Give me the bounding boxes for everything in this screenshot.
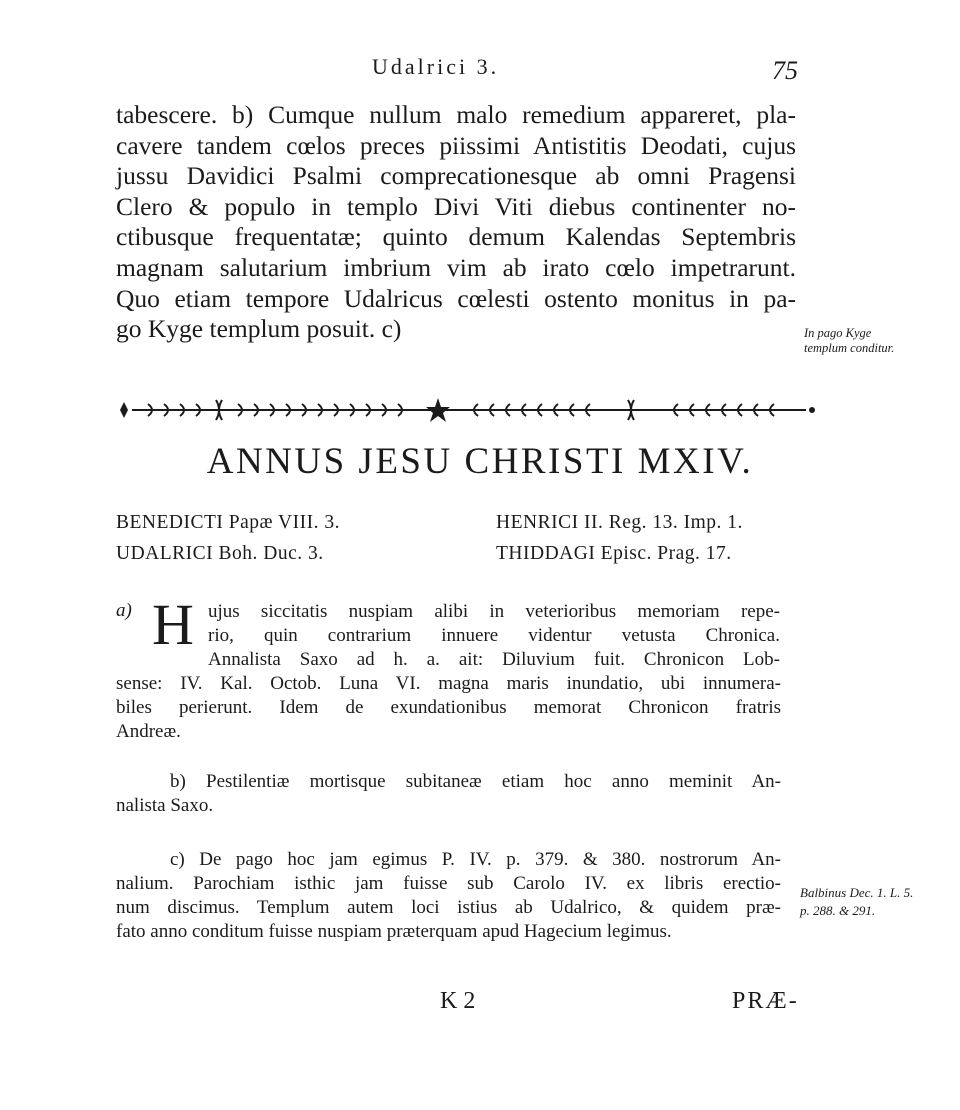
running-head: Udalrici 3. bbox=[372, 54, 500, 79]
note-a-line-2: rio, quin contrarium innuere videntur vetusta Chronica. bbox=[208, 625, 780, 646]
note-a-line-5: biles perierunt. Idem de exundationibus memorat Chronicon fratris bbox=[116, 697, 781, 718]
note-a-line-6: Andreæ. bbox=[116, 721, 181, 742]
ornament-rule-icon bbox=[118, 392, 818, 428]
regnal-left-2: UDALRICI Boh. Duc. 3. bbox=[116, 543, 324, 564]
regnal-right-1: HENRICI II. Reg. 13. Imp. 1. bbox=[496, 512, 743, 533]
main-line-4: Clero & populo in templo Divi Viti diebus continenter no- bbox=[116, 191, 796, 221]
note-c-line-1: c) De pago hoc jam egimus P. IV. p. 379. & 380. nostrorum An- bbox=[170, 849, 781, 870]
main-line-3: jussu Davidici Psalmi comprecationesque ab omni Pragensi bbox=[116, 161, 796, 191]
main-paragraph bbox=[116, 100, 796, 345]
main-line-2: cavere tandem cœlos preces piissimi Antistitis Deodati, cujus bbox=[116, 130, 796, 160]
main-line-6: magnam salutarium imbrium vim ab irato cœlo impetrarunt. bbox=[116, 252, 796, 282]
note-a-line-4: sense: IV. Kal. Octob. Luna VI. magna maris inundatio, ubi innumera- bbox=[116, 673, 781, 694]
note-c-line-4: fato anno conditum fuisse nuspiam præterquam apud Hagecium legimus. bbox=[116, 921, 672, 942]
main-line-8: go Kyge templum posuit. c) bbox=[116, 314, 402, 344]
margin-note-templum: In pago Kyge templum conditur. bbox=[804, 326, 895, 355]
note-b bbox=[116, 770, 781, 818]
note-a-line-1: ujus siccitatis nuspiam alibi in veterioribus memoriam repe- bbox=[208, 601, 780, 622]
note-b-line-2: nalista Saxo. bbox=[116, 795, 214, 816]
note-a-top bbox=[208, 600, 780, 672]
note-b-line-1: b) Pestilentiæ mortisque subitaneæ etiam hoc anno meminit An- bbox=[170, 771, 781, 792]
main-line-7: Quo etiam tempore Udalricus cœlesti ostento monitus in pa- bbox=[116, 283, 796, 313]
note-c-line-3: num discimus. Templum autem loci istius ab Udalrico, & quidem præ- bbox=[116, 897, 781, 918]
year-heading: ANNUS JESU CHRISTI MXIV. bbox=[206, 441, 754, 482]
note-a-bottom bbox=[116, 672, 781, 744]
note-c bbox=[116, 848, 781, 944]
catchword: PRÆ- bbox=[732, 988, 799, 1014]
margin-note-balbinus: Balbinus Dec. 1. L. 5. p. 288. & 291. bbox=[800, 885, 914, 918]
note-a-dropcap: H bbox=[152, 592, 194, 657]
note-a-line-3: Annalista Saxo ad h. a. ait: Diluvium fuit. Chronicon Lob- bbox=[208, 649, 780, 670]
page-number: 75 bbox=[772, 56, 798, 85]
note-a-marker: a) bbox=[116, 600, 132, 621]
main-line-1: tabescere. b) Cumque nullum malo remedium appareret, pla- bbox=[116, 100, 796, 129]
regnal-left-1: BENEDICTI Papæ VIII. 3. bbox=[116, 512, 340, 533]
signature-mark: K 2 bbox=[440, 988, 476, 1014]
note-c-line-2: nalium. Parochiam isthic jam fuisse sub Carolo IV. ex libris erectio- bbox=[116, 873, 781, 894]
main-line-5: ctibusque frequentatæ; quinto demum Kalendas Septembris bbox=[116, 222, 796, 252]
regnal-right-2: THIDDAGI Episc. Prag. 17. bbox=[496, 543, 732, 564]
